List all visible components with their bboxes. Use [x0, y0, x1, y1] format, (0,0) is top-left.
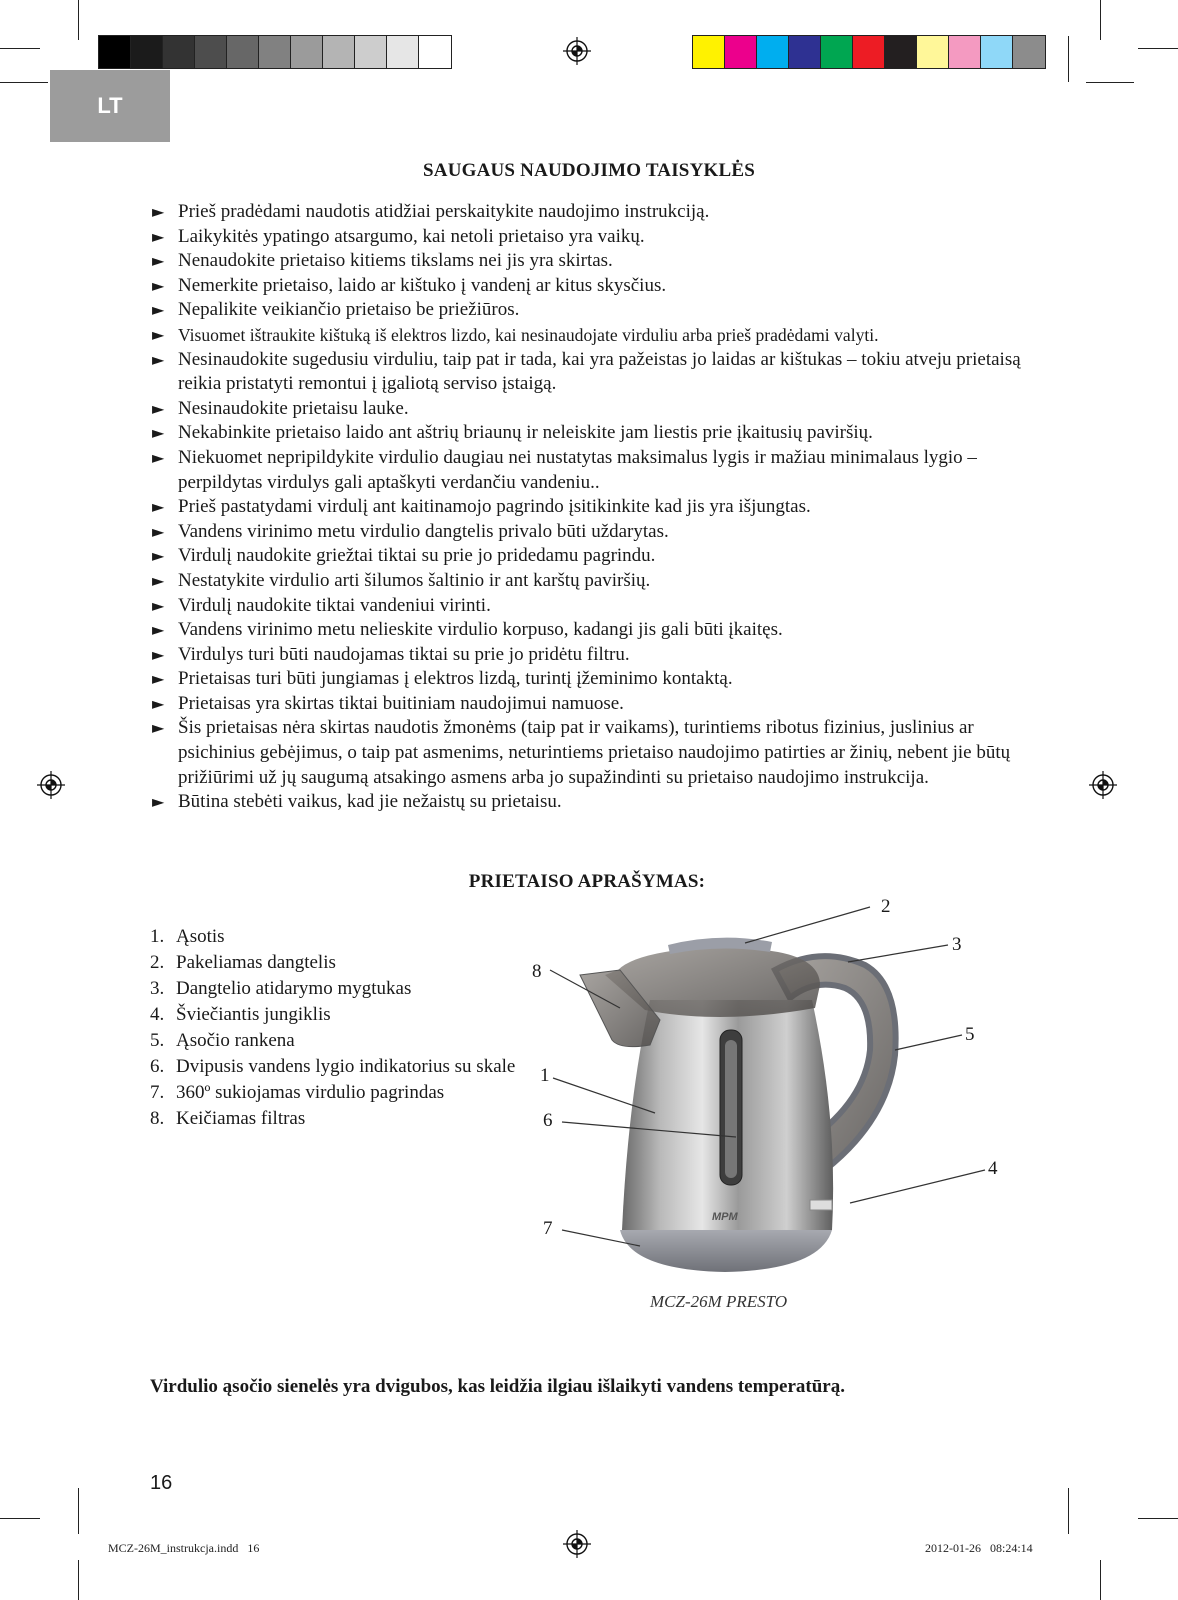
callout-2: 2 [881, 896, 891, 917]
safety-rule: ► Nenaudokite prietaiso kitiems tikslams nei jis yra skirtas. [152, 249, 1022, 274]
safety-rule: ► Šis prietaisas nėra skirtas naudotis žmonėms (taip pat ir vaikams), turintiems ribotus fizinius, juslinius ar psichinius gebėjimus, o taip pat asmenims, neturintiems prietaiso naudojimo patirties ar žinių, nebent jie būtų prižiūrimi už jų saugumą atsakingo asmens arba jo supažindinti su prietaiso naudojimo instrukcija. [152, 716, 1022, 790]
safety-rule: ► Prieš pastatydami virdulį ant kaitinamojo pagrindo įsitikinkite kad jis yra išjungtas. [152, 495, 1022, 520]
part-number: 6. [150, 1056, 165, 1077]
safety-rule: ► Nemerkite prietaiso, laido ar kištuko į vandenį ar kitus skysčius. [152, 274, 1022, 299]
safety-rule: ► Virdulys turi būti naudojamas tiktai su prie jo pridėtu filtru. [152, 643, 1022, 668]
part-number: 5. [150, 1030, 165, 1051]
callout-7: 7 [543, 1218, 553, 1239]
safety-rule: ► Vandens virinimo metu nelieskite virdulio korpuso, kadangi jis gali būti įkaitęs. [152, 618, 1022, 643]
language-tab: LT [50, 70, 170, 142]
safety-rule: ► Prietaisas turi būti jungiamas į elektros lizdą, turintį įžeminimo kontaktą. [152, 667, 1022, 692]
safety-rule: ► Prietaisas yra skirtas tiktai buitiniam naudojimui namuose. [152, 692, 1022, 717]
part-label: Dangtelio atidarymo mygtukas [176, 978, 412, 999]
part-number: 2. [150, 952, 165, 973]
part-label: Pakeliamas dangtelis [176, 952, 336, 973]
part-label: 360º sukiojamas virdulio pagrindas [176, 1082, 445, 1103]
part-label: Dvipusis vandens lygio indikatorius su skale [176, 1056, 516, 1077]
callout-8: 8 [532, 961, 542, 982]
safety-rule: ► Virdulį naudokite tiktai vandeniui virinti. [152, 594, 1022, 619]
safety-rule: ► Nesinaudokite sugedusiu virduliu, taip pat ir tada, kai yra pažeistas jo laidas ar kištukas – tokiu atveju prietaisą reikia pristatyti remontui į įgaliotą serviso įstaigą. [152, 348, 1022, 397]
part-number: 7. [150, 1082, 165, 1103]
safety-rule: ► Nepalikite veikiančio prietaiso be priežiūros. [152, 298, 1022, 323]
safety-rule: ► Niekuomet nepripildykite virdulio daugiau nei nustatytas maksimalus lygis ir mažiau minimalaus lygio – perpildytas virdulys gali aptaškyti verdančiu vandeniu.. [152, 446, 1022, 495]
safety-rule: ► Vandens virinimo metu virdulio dangtelis privalo būti uždarytas. [152, 520, 1022, 545]
part-number: 3. [150, 978, 165, 999]
model-caption: MCZ-26M PRESTO [650, 1292, 788, 1311]
safety-rule: ► Visuomet ištraukite kištuką iš elektros lizdo, kai nesinaudojate virduliu arba prieš pradėdami valyti. [152, 323, 1022, 348]
part-number: 4. [150, 1004, 165, 1025]
callout-5: 5 [965, 1024, 975, 1045]
part-label: Šviečiantis jungiklis [176, 1004, 331, 1025]
safety-rule: ► Prieš pradėdami naudotis atidžiai perskaitykite naudojimo instrukciją. [152, 200, 1022, 225]
callout-3: 3 [952, 934, 962, 955]
safety-rule: ► Nesinaudokite prietaisu lauke. [152, 397, 1022, 422]
part-number: 8. [150, 1108, 165, 1129]
safety-rule: ► Laikykitės ypatingo atsargumo, kai netoli prietaiso yra vaikų. [152, 225, 1022, 250]
safety-rule: ► Nestatykite virdulio arti šilumos šaltinio ir ant karštų paviršių. [152, 569, 1022, 594]
slug-file: MCZ-26M_instrukcja.indd 16 [108, 1541, 260, 1555]
slug-timestamp: 2012-01-26 08:24:14 [925, 1541, 1033, 1555]
part-number: 1. [150, 926, 165, 947]
callout-1: 1 [540, 1065, 550, 1086]
kettle-brand: MPM [712, 1211, 738, 1223]
double-wall-note: Virdulio ąsočio sienelės yra dvigubos, kas leidžia ilgiau išlaikyti vandens temperatūrą. [150, 1376, 845, 1397]
safety-rule: ► Būtina stebėti vaikus, kad jie nežaistų su prietaisu. [152, 790, 1022, 815]
part-label: Ąsočio rankena [176, 1030, 295, 1051]
safety-rule: ► Nekabinkite prietaiso laido ant aštrių briaunų ir neleiskite jam liestis prie įkaitusių paviršių. [152, 421, 1022, 446]
callout-6: 6 [543, 1110, 553, 1131]
safety-title: SAUGAUS NAUDOJIMO TAISYKLĖS [423, 160, 755, 181]
callout-4: 4 [988, 1158, 998, 1179]
part-label: Keičiamas filtras [176, 1108, 306, 1129]
safety-rule: ► Virdulį naudokite griežtai tiktai su prie jo pridedamu pagrindu. [152, 544, 1022, 569]
part-label: Ąsotis [176, 926, 225, 947]
page-number: 16 [150, 1472, 173, 1494]
description-title: PRIETAISO APRAŠYMAS: [468, 871, 706, 892]
